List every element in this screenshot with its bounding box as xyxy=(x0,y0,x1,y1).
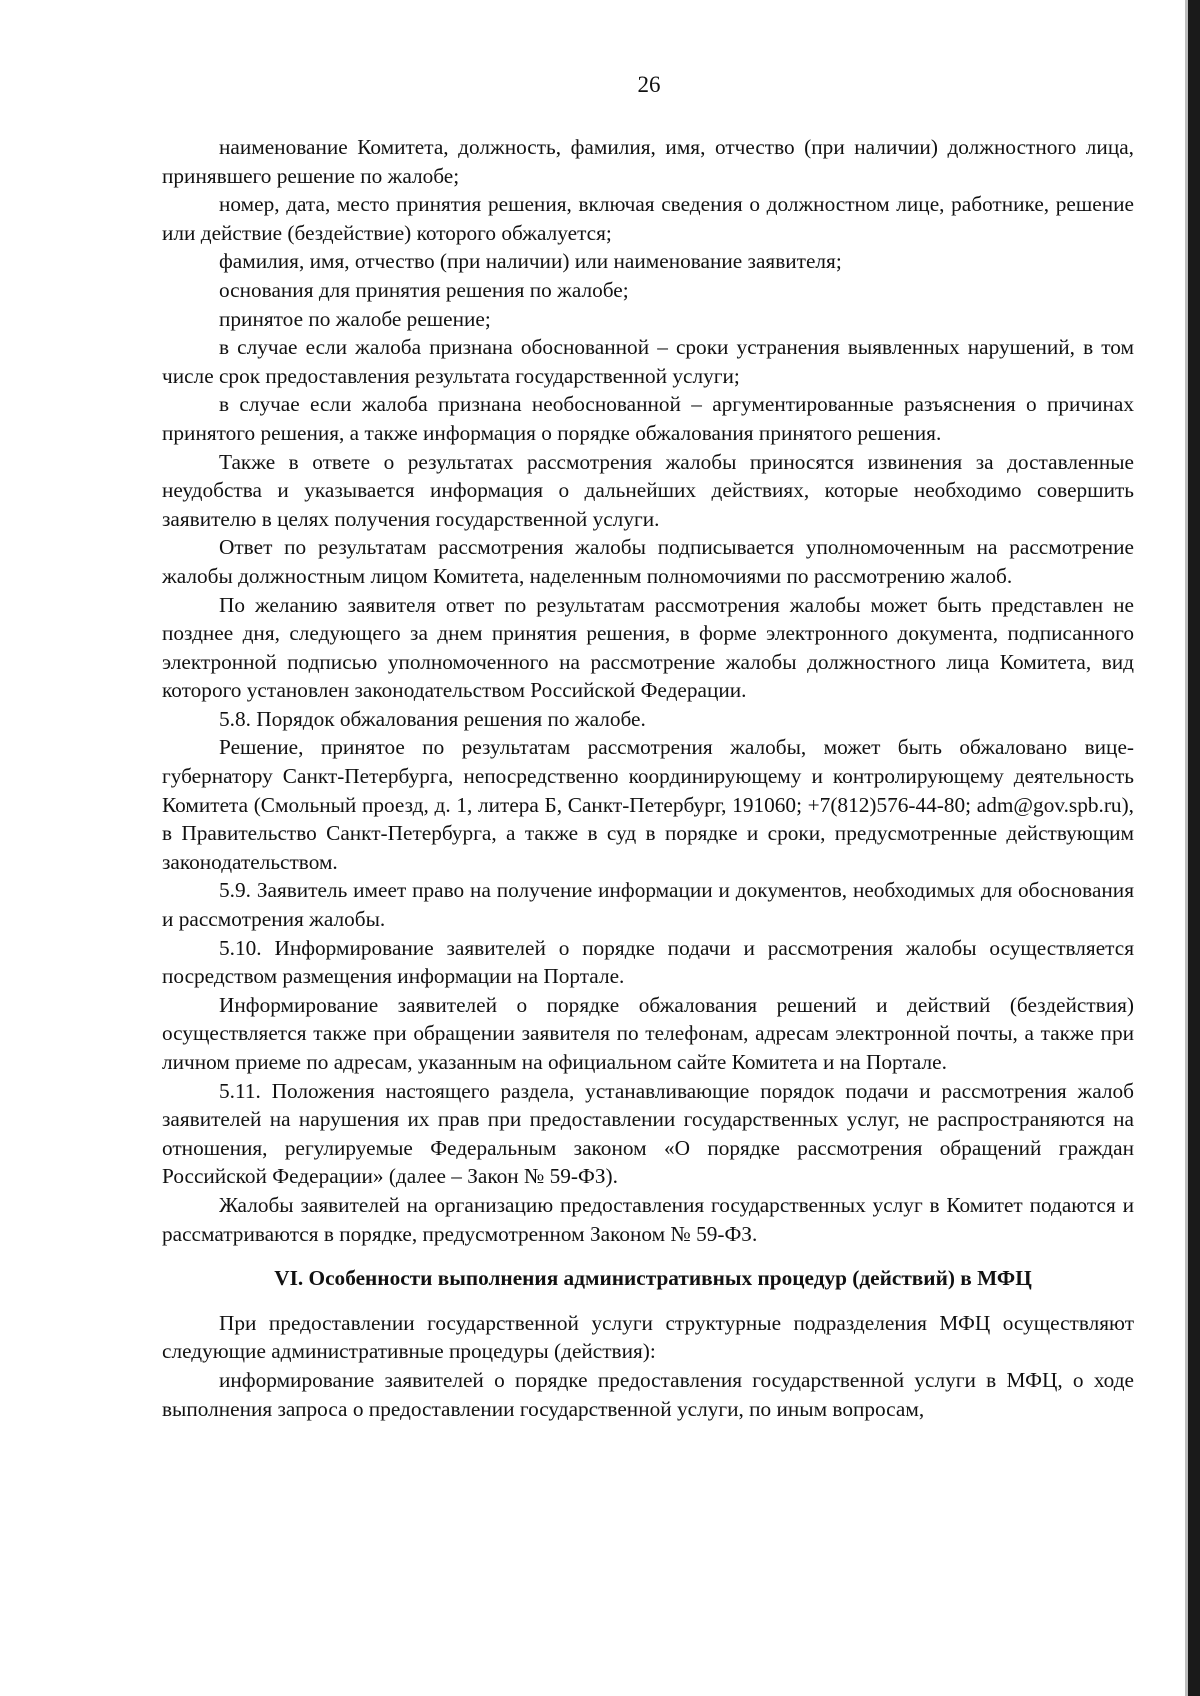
page-number: 26 xyxy=(637,72,661,97)
paragraph: 5.8. Порядок обжалования решения по жалобе. xyxy=(219,706,646,731)
section-heading: VI. Особенности выполнения административных процедур (действий) в МФЦ xyxy=(274,1266,1032,1291)
document-body xyxy=(162,133,1134,1423)
scan-edge xyxy=(1188,0,1200,1696)
paragraph: информирование заявителей о порядке предоставления государственной услуги в МФЦ, о ходе выполнения запроса о предоставлении государственной услуги, по иным вопросам, xyxy=(162,1367,1134,1421)
paragraph: 5.9. Заявитель имеет право на получение информации и документов, необходимых для обоснования и рассмотрения жалобы. xyxy=(162,878,1134,932)
paragraph: При предоставлении государственной услуги структурные подразделения МФЦ осуществляют следующие административные процедуры (действия): xyxy=(162,1310,1134,1364)
paragraph: По желанию заявителя ответ по результатам рассмотрения жалобы может быть представлен не позднее дня, следующего за днем принятия решения, в форме электронного документа, подписанного электронной подписью уполномоченного на рассмотрение жалобы должностного лица Комитета, вид которого установлен законодательством Российской Федерации. xyxy=(162,592,1134,703)
paragraph: основания для принятия решения по жалобе; xyxy=(219,277,629,302)
paragraph: фамилия, имя, отчество (при наличии) или наименование заявителя; xyxy=(219,249,842,274)
paragraph: в случае если жалоба признана необоснованной – аргументированные разъяснения о причинах принятого решения, а также информация о порядке обжалования принятого решения. xyxy=(162,392,1134,445)
paragraph: в случае если жалоба признана обоснованной – сроки устранения выявленных нарушений, в том числе срок предоставления результата государственной услуги; xyxy=(162,335,1134,388)
paragraph: Также в ответе о результатах рассмотрения жалобы приносятся извинения за доставленные неудобства и указывается информация о дальнейших действиях, которые необходимо совершить заявителю в целях получения государственной услуги. xyxy=(162,449,1134,531)
paragraph: Информирование заявителей о порядке обжалования решений и действий (бездействия) осуществляется также при обращении заявителя по телефонам, адресам электронной почты, а также при личном приеме по адресам, указанным на официальном сайте Комитета и на Портале. xyxy=(162,992,1134,1074)
paragraph: 5.10. Информирование заявителей о порядке подачи и рассмотрения жалобы осуществляется посредством размещения информации на Портале. xyxy=(162,935,1134,989)
paragraph: номер, дата, место принятия решения, включая сведения о должностном лице, работнике, решение или действие (бездействие) которого обжалуется; xyxy=(162,192,1134,245)
paragraph: принятое по жалобе решение; xyxy=(219,306,491,331)
paragraph: Ответ по результатам рассмотрения жалобы подписывается уполномоченным на рассмотрение жалобы должностным лицом Комитета, наделенным полномочиями по рассмотрению жалоб. xyxy=(162,535,1134,588)
paragraph: Решение, принятое по результатам рассмотрения жалобы, может быть обжаловано вице-губернатору Санкт-Петербурга, непосредственно координирующему и контролирующему деятельность Комитета (Смольный проезд, д. 1, литера Б, Санкт-Петербург, 191060; +7(812)576-44-80; adm@gov.spb.ru), в Правительство Санкт-Петербурга, а также в суд в порядке и сроки, предусмотренные действующим законодательством. xyxy=(162,735,1134,874)
paragraph: Жалобы заявителей на организацию предоставления государственных услуг в Комитет подаются и рассматриваются в порядке, предусмотренном Законом № 59-ФЗ. xyxy=(162,1192,1134,1246)
paragraph: наименование Комитета, должность, фамилия, имя, отчество (при наличии) должностного лица, принявшего решение по жалобе; xyxy=(162,135,1134,188)
paragraph: 5.11. Положения настоящего раздела, устанавливающие порядок подачи и рассмотрения жалоб заявителей на нарушения их прав при предоставлении государственных услуг, не распространяются на отношения, регулируемые Федеральным законом «О порядке рассмотрения обращений граждан Российской Федерации» (далее – Закон № 59-ФЗ). xyxy=(162,1078,1134,1189)
